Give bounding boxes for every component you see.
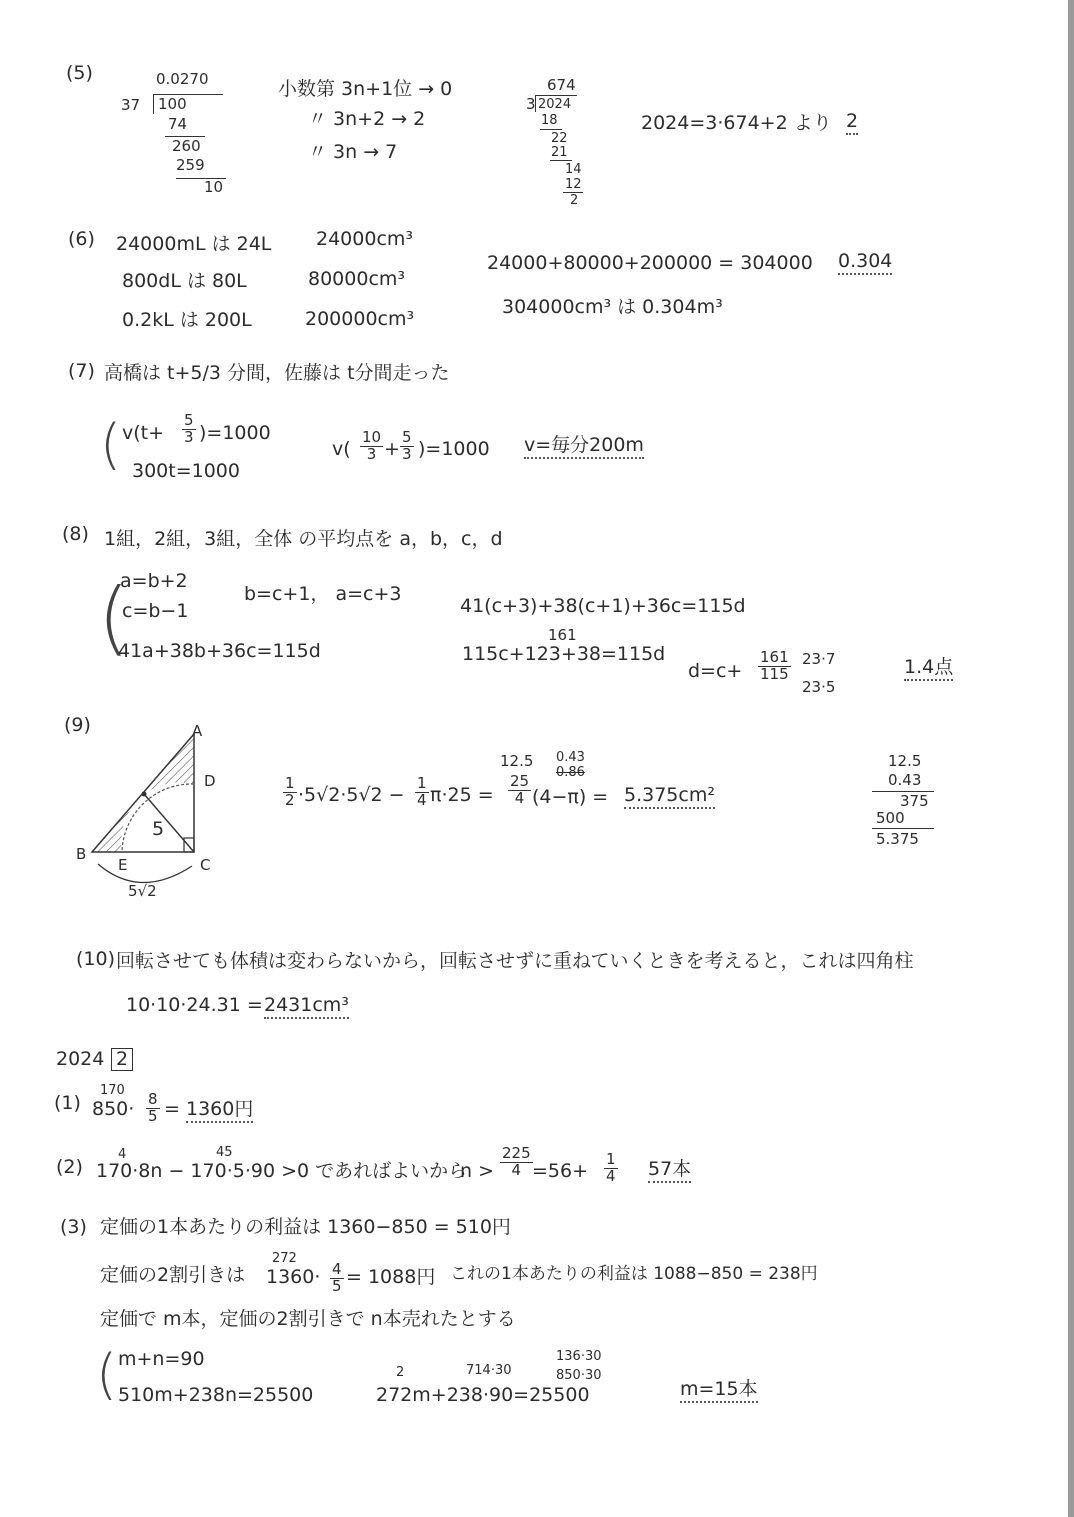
p7-eq3c: )=1000 (418, 438, 490, 460)
mult-12-5: 12.5 (888, 752, 922, 770)
p7-text: 高橋は t+5/3 分間，佐藤は t分間走った (104, 362, 450, 384)
p8-sys2: c=b−1 (122, 600, 189, 622)
p8-eq2: 115c+123+38=115d (462, 643, 666, 665)
q3-line3: 定価で m本，定価の2割引きで n本売れたとする (100, 1308, 516, 1330)
q3-line2-note: 272 (272, 1251, 297, 1266)
div2-quotient: 674 (547, 76, 576, 94)
q2-n-gt: n > (460, 1160, 495, 1182)
label-p9: (9) (64, 714, 91, 736)
fraction-5-3: $\frac{5}{3}$ (184, 411, 194, 446)
p7-eq3b: + (384, 438, 400, 460)
div1-divisor: 37 (121, 96, 141, 114)
mult-500: 500 (876, 809, 905, 827)
q3-eq: 272m+238·90=25500 (376, 1384, 590, 1406)
p8-161-note: 161 (548, 626, 577, 644)
fraction-1-4b: $\frac{1}{4}$ (606, 1150, 616, 1185)
p7-eq2: 300t=1000 (132, 460, 240, 482)
div2-r3: 21 (551, 145, 568, 160)
p9-note-0-86: 0.86 (556, 765, 585, 780)
div2-r6: 2 (570, 193, 579, 208)
mult-result: 5.375 (876, 830, 919, 848)
p8-answer: 1.4点 (904, 658, 953, 681)
p8-sys1: a=b+2 (120, 570, 188, 592)
q3-line1: 定価の1本あたりの利益は 1360−850 = 510円 (100, 1216, 511, 1238)
fraction-5-3b: $\frac{5}{3}$ (402, 428, 412, 463)
p10-text: 回転させても体積は変わらないから，回転させずに重ねていくときを考えると，これは四角柱 (116, 950, 914, 972)
p7-answer: v=毎分200m (524, 436, 644, 459)
div2-dividend: 2024 (538, 97, 572, 112)
fraction-225-4: $\frac{225}{4}$ (502, 1144, 531, 1179)
system-brace: ( (100, 413, 122, 476)
fraction-4-5: $\frac{4}{5}$ (332, 1260, 342, 1295)
p6-sum: 24000+80000+200000 = 304000 (487, 252, 813, 274)
div2-r1: 18 (541, 113, 558, 128)
q3-line2b: 1360· (266, 1266, 321, 1288)
div1-dividend: 100 (158, 95, 187, 113)
label-p5: (5) (66, 62, 93, 84)
p6-answer: 0.304 (838, 252, 892, 275)
q3-line2c: = 1088円 (346, 1266, 436, 1288)
q2-answer: 57本 (648, 1160, 691, 1183)
q2-small2: 45 (216, 1145, 233, 1160)
p10-answer: 2431cm³ (264, 996, 349, 1019)
scan-edge (1068, 0, 1074, 1517)
point-e: E (118, 856, 128, 874)
fraction-10-3: $\frac{10}{3}$ (362, 428, 382, 463)
point-c: C (200, 856, 211, 874)
p7-eq3a: v( (332, 438, 351, 460)
section-heading: 2024 (56, 1048, 105, 1070)
p9-answer: 5.375cm² (624, 786, 715, 809)
q2-small1: 4 (118, 1147, 127, 1162)
section-number-box: 2 (111, 1048, 133, 1071)
rule-1: 小数第 3n+1位 → 0 (278, 78, 453, 100)
p6-line1a: 24000mL は 24L (116, 233, 272, 255)
p10-eq: 10·10·24.31 = (126, 994, 263, 1016)
p8-text: 1組，2組，3組，全体 の平均点を a，b，c，d (104, 528, 503, 550)
fraction-8-5: $\frac{8}{5}$ (148, 1090, 158, 1125)
div1-quotient: 0.0270 (156, 70, 209, 88)
div1-r2: 260 (172, 137, 201, 155)
radius-label: 5 (152, 818, 165, 840)
q3-answer: m=15本 (680, 1380, 758, 1403)
p6-line2a: 800dL は 80L (122, 270, 247, 292)
label-q1: (1) (54, 1092, 81, 1114)
p6-conversion: 304000cm³ は 0.304m³ (502, 296, 723, 318)
q3-small2: 714·30 (466, 1363, 512, 1378)
system-brace-q3: ( (96, 1343, 118, 1406)
q1-pre: 850· (92, 1098, 135, 1120)
q2-eq: =56+ (532, 1160, 589, 1182)
label-p8: (8) (62, 523, 89, 545)
div1-r3: 259 (176, 156, 205, 174)
p5-equation: 2024=3·674+2 より (641, 112, 832, 134)
q3-sys2: 510m+238n=25500 (118, 1384, 314, 1406)
p8-factor2: 23·5 (802, 678, 836, 696)
point-b: B (76, 845, 87, 863)
fraction-1-2: $\frac{1}{2}$ (285, 774, 295, 809)
p9-eq-c: (4−π) = (532, 786, 609, 808)
point-a: A (192, 722, 203, 740)
p8-substitution: b=c+1， a=c+3 (244, 583, 402, 605)
fraction-161-115: $\frac{161}{115}$ (760, 648, 789, 683)
label-p7: (7) (68, 360, 95, 382)
p7-eq1a: v(t+ (122, 422, 165, 444)
point-d: D (204, 772, 216, 790)
label-p10: (10) (76, 948, 116, 970)
fraction-1-4: $\frac{1}{4}$ (417, 774, 427, 809)
div2-r2: 22 (551, 131, 568, 146)
q1-answer: 1360円 (186, 1100, 253, 1123)
div1-r1: 74 (168, 115, 188, 133)
fraction-25-4: $\frac{25}{4}$ (510, 772, 530, 807)
mult-375: 375 (900, 792, 929, 810)
mult-0-43: 0.43 (888, 771, 922, 789)
side-label: 5√2 (128, 882, 157, 900)
p8-eq1: 41(c+3)+38(c+1)+36c=115d (460, 595, 746, 617)
p9-note-0-43: 0.43 (556, 750, 585, 765)
q3-small4: 850·30 (556, 1368, 602, 1383)
q2-inequality: 170·8n − 170·5·90 >0 であればよいから (96, 1160, 468, 1182)
q1-small: 170 (100, 1083, 125, 1098)
p7-eq1b: )=1000 (199, 422, 271, 444)
div2-r5: 12 (565, 177, 582, 192)
p8-factor1: 23·7 (802, 650, 836, 668)
label-p6: (6) (68, 228, 95, 250)
triangle-figure (70, 718, 230, 908)
p6-line2b: 80000cm³ (308, 268, 406, 290)
system-brace-p8: ( (98, 571, 130, 664)
p9-note-12-5: 12.5 (500, 752, 534, 770)
p6-line1b: 24000cm³ (316, 228, 414, 250)
q3-small1: 2 (396, 1365, 405, 1380)
q1-eq: = (164, 1098, 180, 1120)
p6-line3b: 200000cm³ (305, 308, 415, 330)
label-q3: (3) (60, 1216, 87, 1238)
div2-r4: 14 (565, 162, 582, 177)
p6-line3a: 0.2kL は 200L (122, 309, 252, 331)
q3-line2d: これの1本あたりの利益は 1088−850 = 238円 (450, 1264, 818, 1284)
p9-eq-b: π·25 = (430, 784, 494, 806)
div1-r4: 10 (204, 178, 224, 196)
div2-divisor: 3 (526, 95, 536, 113)
q3-line2a: 定価の2割引きは (100, 1264, 246, 1286)
p5-answer: 2 (846, 112, 858, 135)
rule-3: 〃 3n → 7 (308, 141, 398, 163)
q3-small3: 136·30 (556, 1349, 602, 1364)
p9-eq-a: ·5√2·5√2 − (298, 784, 405, 806)
p8-eq3: d=c+ (688, 660, 743, 682)
q3-sys1: m+n=90 (118, 1348, 205, 1370)
rule-2: 〃 3n+2 → 2 (308, 108, 426, 130)
label-q2: (2) (56, 1156, 83, 1178)
p8-sys3: 41a+38b+36c=115d (118, 640, 321, 662)
